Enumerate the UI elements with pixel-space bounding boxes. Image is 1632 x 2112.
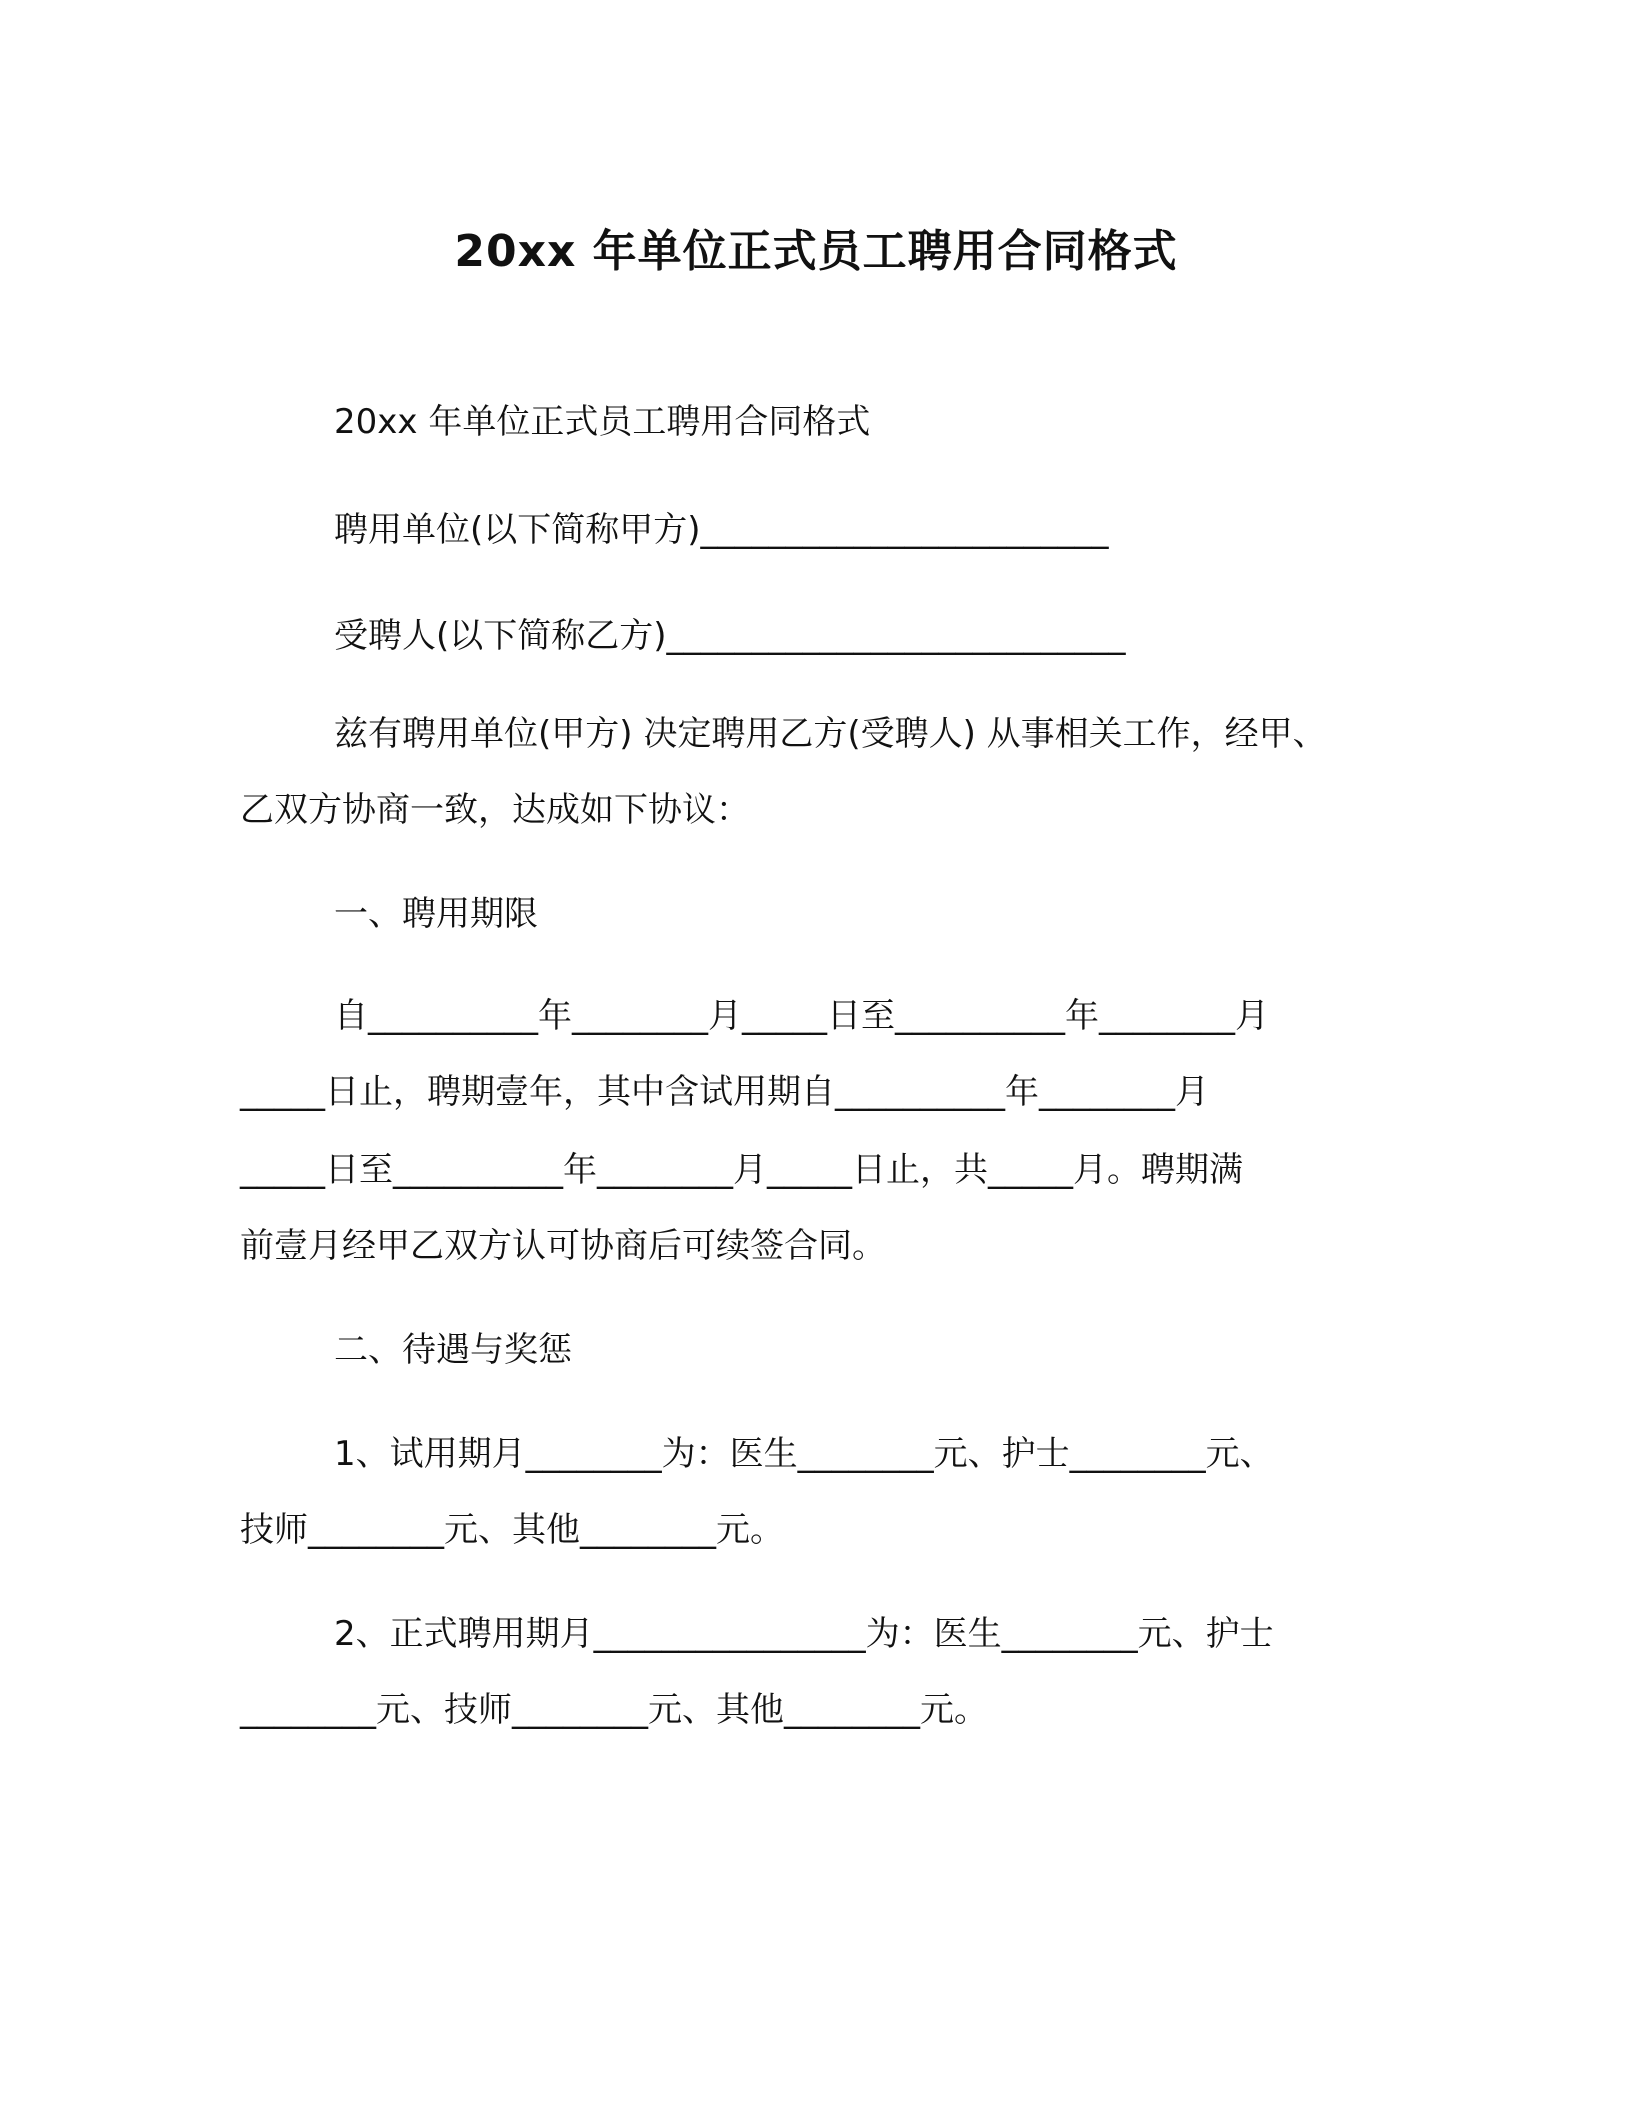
term-line-3: _____日至__________年________月_____日止，共_____月。聘期满 [240,1150,1243,1190]
preamble-line-2: 乙双方协商一致，达成如下协议： [240,790,750,830]
document-title: 20xx 年单位正式员工聘用合同格式 [454,226,1178,277]
subtitle-line: 20xx 年单位正式员工聘用合同格式 [334,402,871,442]
employer-line: 聘用单位(以下简称甲方)________________________ [334,510,1109,550]
section-heading-pay: 二、待遇与奖惩 [334,1330,572,1370]
preamble-line-1: 兹有聘用单位(甲方) 决定聘用乙方(受聘人) 从事相关工作，经甲、 [334,714,1327,754]
employee-line: 受聘人(以下简称乙方)___________________________ [334,616,1126,656]
term-line-4: 前壹月经甲乙双方认可协商后可续签合同。 [240,1226,886,1266]
pay-formal-line-2: ________元、技师________元、其他________元。 [240,1690,988,1730]
term-line-2: _____日止，聘期壹年，其中含试用期自__________年________月 [240,1072,1209,1112]
pay-probation-line-1: 1、试用期月________为：医生________元、护士________元、 [334,1434,1274,1474]
pay-formal-line-1: 2、正式聘用期月________________为：医生________元、护士 [334,1614,1274,1654]
term-line-1: 自__________年________月_____日至__________年________月 [334,996,1269,1036]
section-heading-term: 一、聘用期限 [334,894,538,934]
pay-probation-line-2: 技师________元、其他________元。 [240,1510,784,1550]
